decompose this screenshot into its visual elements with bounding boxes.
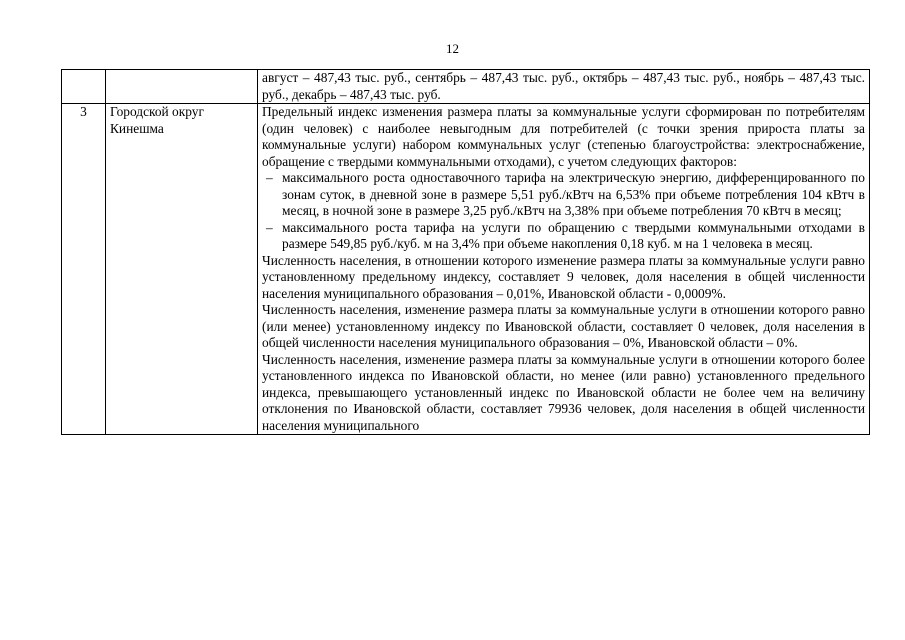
list-item-text: максимального роста одноставочного тарифа на электрическую энергию, дифференцированного по зонам суток, в дневной зоне в размере 5,51 руб./кВтч на 6,53% при объеме потребления 104 кВтч в месяц, в ночной зоне в размере 3,25 руб./кВтч на 3,38% при объеме потребления 70 кВтч в месяц; <box>282 170 865 218</box>
dash-bullet-icon: – <box>266 170 273 185</box>
municipality-cell: Городской округ Кинешма <box>106 104 258 435</box>
list-item <box>262 170 865 220</box>
population-paragraph: Численность населения, изменение размера платы за коммунальные услуги в отношении которого более установленного индекса по Ивановской области, но менее (или равно) установленного предельного индекса, превышающего установленный индекс по Ивановской области не более чем на величину отклонения по Ивановской области, составляет 79936 человек, доля населения в общей численности населения муниципального <box>262 351 865 433</box>
population-paragraph: Численность населения, в отношении которого изменение размера платы за коммунальные услуги равно установленному предельному индексу, составляет 9 человек, доля населения в общей численности населения муниципального образования – 0,01%, Ивановской области - 0,0009%. <box>262 252 865 301</box>
list-item <box>262 220 865 253</box>
data-table <box>61 69 870 435</box>
description-cell <box>258 70 870 104</box>
monthly-amounts-text: август – 487,43 тыс. руб., сентябрь – 487,43 тыс. руб., октябрь – 487,43 тыс. руб., ноябрь – 487,43 тыс. руб., декабрь – 487,43 тыс. руб. <box>262 70 865 102</box>
list-item-text: максимального роста тарифа на услуги по обращению с твердыми коммунальными отходами в размере 549,85 руб./куб. м на 3,4% при объеме накопления 0,18 куб. м на 1 человека в месяц. <box>282 219 865 251</box>
municipality-cell <box>106 70 258 104</box>
intro-paragraph: Предельный индекс изменения размера платы за коммунальные услуги сформирован по потребителям (один человек) с наиболее невыгодным для потребителей (с точки зрения прироста платы за коммунальные услуги) набором коммунальных услуг (степенью благоустройства: электроснабжение, обращение с твердыми коммунальными отходами), с учетом следующих факторов: <box>262 104 865 169</box>
row-number-cell: 3 <box>62 104 106 435</box>
table-row <box>62 70 870 104</box>
dash-bullet-icon: – <box>266 219 273 235</box>
page-number: 12 <box>446 41 459 56</box>
row-number-cell <box>62 70 106 104</box>
table-row <box>62 104 870 435</box>
population-paragraph: Численность населения, изменение размера платы за коммунальные услуги в отношении которого равно (или менее) установленному индексу по Ивановской области, составляет 0 человек, доля населения в общей численности населения муниципального образования – 0%, Ивановской области – 0%. <box>262 302 865 350</box>
description-cell <box>258 104 870 435</box>
